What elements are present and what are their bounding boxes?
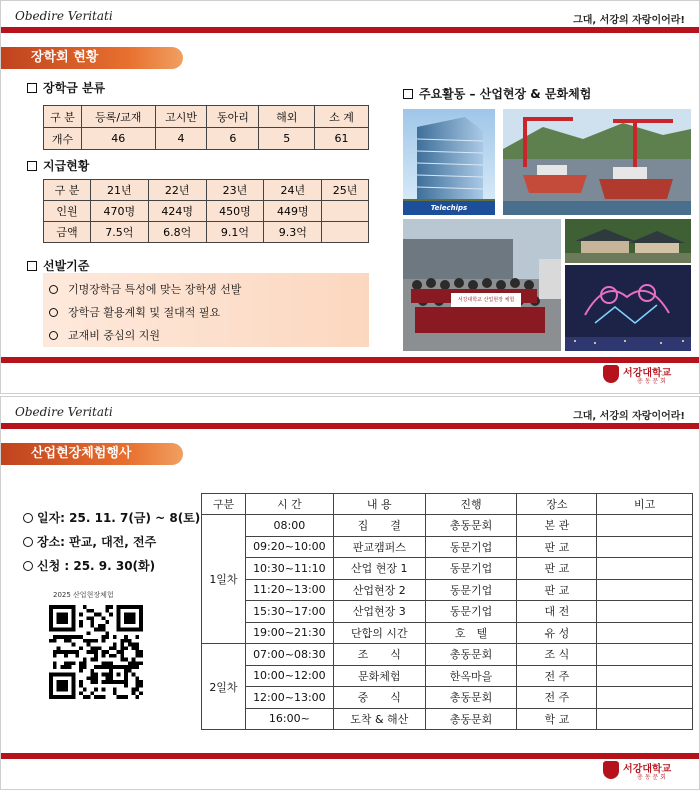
bottom-red-bar [1,357,700,363]
event-date: 일자: 25. 11. 7(금) ~ 8(토) [23,509,200,526]
schedule-cell: 한옥마을 [425,665,517,687]
schedule-cell: 동문기업 [425,558,517,580]
schedule-cell: 총동문회 [425,644,517,666]
table-cell: 6.8억 [148,222,206,243]
schedule-header-cell: 내 용 [333,494,425,515]
schedule-cell: 문화체험 [333,665,425,687]
table-row [44,128,369,150]
payment-table [43,179,369,243]
activities-heading: 주요활동 – 산업현장 & 문화체험 [403,85,591,102]
schedule-cell [597,579,693,601]
schedule-cell: 판교캠퍼스 [333,536,425,558]
schedule-cell: 16:00~ [245,708,333,730]
schedule-row [202,644,693,666]
schedule-cell: 총동문회 [425,687,517,709]
schedule-cell: 07:00~08:30 [245,644,333,666]
schedule-header-cell: 비고 [597,494,693,515]
criteria-heading: 선발기준 [27,257,89,274]
table-row [44,106,369,128]
circle-bullet-icon [49,308,58,317]
table-cell [322,201,369,222]
circle-bullet-icon [23,561,33,571]
classification-table [43,105,369,150]
table-cell: 424명 [148,201,206,222]
schedule-table [201,493,693,730]
schedule-cell: 중 식 [333,687,425,709]
circle-bullet-icon [49,331,58,340]
schedule-cell: 동문기업 [425,579,517,601]
schedule-cell: 08:00 [245,515,333,537]
schedule-header-cell: 시 간 [245,494,333,515]
schedule-cell: 19:00~21:30 [245,622,333,644]
table-row [44,180,369,201]
schedule-row [202,622,693,644]
table-cell: 4 [155,128,207,150]
university-logo: 서강대학교 총 동 문 회 [603,759,673,781]
company-building-photo [403,109,495,215]
schedule-cell: 전 주 [517,687,597,709]
schedule-cell [597,515,693,537]
motto: Obedire Veritati [15,9,113,23]
schedule-cell: 동문기업 [425,536,517,558]
schedule-cell: 총동문회 [425,708,517,730]
day-label: 1일차 [202,515,246,644]
table-cell: 23년 [206,180,264,201]
circle-bullet-icon [49,285,58,294]
schedule-cell: 전 주 [517,665,597,687]
event-registration: 신청 : 25. 9. 30(화) [23,557,155,574]
table-cell: 동아리 [207,106,259,128]
day-label: 2일차 [202,644,246,730]
event-location: 장소: 판교, 대전, 전주 [23,533,156,550]
table-cell: 고시반 [155,106,207,128]
schedule-cell: 학 교 [517,708,597,730]
checkbox-square-icon [27,83,37,93]
schedule-cell: 10:00~12:00 [245,665,333,687]
group-photo [403,219,561,351]
schedule-cell [597,644,693,666]
qr-code-icon[interactable] [49,605,143,699]
schedule-cell [597,622,693,644]
table-cell: 24년 [264,180,322,201]
checkbox-square-icon [27,161,37,171]
table-row [44,201,369,222]
schedule-cell: 본 관 [517,515,597,537]
schedule-row [202,579,693,601]
seal-icon [603,761,619,779]
schedule-header-cell: 장소 [517,494,597,515]
table-cell: 449명 [264,201,322,222]
slogan: 그대, 서강의 자랑이어라! [573,411,685,422]
table-cell [322,222,369,243]
schedule-cell [597,665,693,687]
hanok-village-photo [565,219,691,263]
schedule-cell: 총동문회 [425,515,517,537]
bottom-red-bar [1,753,700,759]
table-cell: 구 분 [44,180,91,201]
schedule-row [202,515,693,537]
schedule-header-cell: 구분 [202,494,246,515]
slogan: 그대, 서강의 자랑이어라! [573,15,685,26]
schedule-row [202,687,693,709]
schedule-cell: 15:30~17:00 [245,601,333,623]
slide-industry-tour [0,396,700,790]
schedule-row [202,665,693,687]
table-cell: 450명 [206,201,264,222]
top-red-bar [1,27,700,33]
table-row [44,222,369,243]
schedule-cell: 09:20~10:00 [245,536,333,558]
schedule-row [202,536,693,558]
criteria-item: 교재비 중심의 지원 [49,327,160,343]
section-title: 산업현장체험행사 [1,443,183,465]
table-cell: 6 [207,128,259,150]
schedule-cell [597,536,693,558]
schedule-cell: 대 전 [517,601,597,623]
seal-icon [603,365,619,383]
criteria-box [43,273,369,347]
drone-show-photo [565,265,691,351]
schedule-cell: 호 텔 [425,622,517,644]
schedule-cell [597,687,693,709]
table-cell: 소 계 [315,106,369,128]
schedule-cell: 동문기업 [425,601,517,623]
schedule-cell: 12:00~13:00 [245,687,333,709]
schedule-row [202,558,693,580]
checkbox-square-icon [403,89,413,99]
schedule-cell: 조 식 [517,644,597,666]
schedule-cell: 11:20~13:00 [245,579,333,601]
section-title: 장학회 현황 [1,47,183,69]
table-cell: 9.1억 [206,222,264,243]
table-cell: 해외 [259,106,315,128]
schedule-cell: 판 교 [517,558,597,580]
schedule-cell: 판 교 [517,579,597,601]
schedule-header-cell: 진행 [425,494,517,515]
schedule-row [202,601,693,623]
slide-scholarship-status [0,0,700,394]
table-cell: 46 [81,128,155,150]
table-cell: 구 분 [44,106,82,128]
table-cell: 7.5억 [90,222,148,243]
schedule-cell: 10:30~11:10 [245,558,333,580]
company-logo-caption: Telechips [403,201,495,215]
table-cell: 5 [259,128,315,150]
schedule-cell: 조 식 [333,644,425,666]
schedule-cell [597,708,693,730]
university-logo: 서강대학교 총 동 문 회 [603,363,673,385]
schedule-row [202,708,693,730]
payment-heading: 지급현황 [27,157,89,174]
group-banner-text: 서강대학교 산업현장 체험 [457,297,515,303]
schedule-cell [597,601,693,623]
table-cell: 61 [315,128,369,150]
motto: Obedire Veritati [15,405,113,419]
criteria-item: 기명장학금 특성에 맞는 장학생 선발 [49,281,241,297]
schedule-cell: 산업현장 2 [333,579,425,601]
circle-bullet-icon [23,513,33,523]
shipyard-photo [503,109,691,215]
top-red-bar [1,423,700,429]
schedule-cell: 판 교 [517,536,597,558]
table-cell: 9.3억 [264,222,322,243]
schedule-cell: 도착 & 해산 [333,708,425,730]
table-cell: 22년 [148,180,206,201]
checkbox-square-icon [27,261,37,271]
schedule-cell: 집 결 [333,515,425,537]
schedule-cell: 산업 현장 1 [333,558,425,580]
table-cell: 개수 [44,128,82,150]
table-cell: 금액 [44,222,91,243]
table-cell: 등록/교재 [81,106,155,128]
table-cell: 인원 [44,201,91,222]
circle-bullet-icon [23,537,33,547]
qr-caption: 2025 산업현장체험 [53,591,114,599]
schedule-cell: 유 성 [517,622,597,644]
classification-heading: 장학금 분류 [27,79,105,96]
table-cell: 470명 [90,201,148,222]
table-cell: 21년 [90,180,148,201]
criteria-item: 장학금 활용계획 및 절대적 필요 [49,304,220,320]
schedule-cell: 산업현장 3 [333,601,425,623]
schedule-header-row [202,494,693,515]
schedule-cell [597,558,693,580]
schedule-cell: 단합의 시간 [333,622,425,644]
table-cell: 25년 [322,180,369,201]
